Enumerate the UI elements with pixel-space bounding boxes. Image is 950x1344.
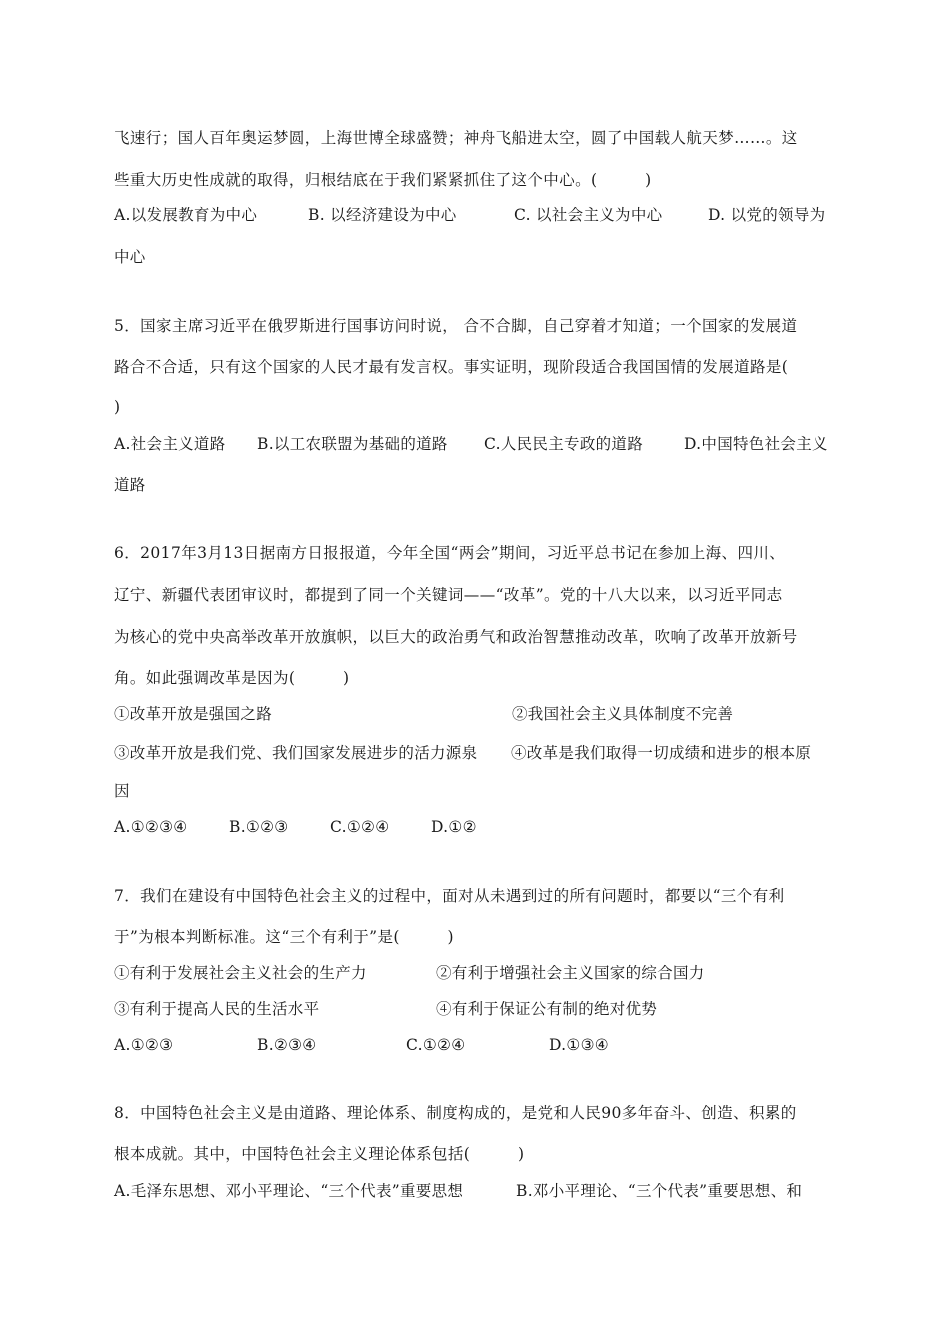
q6-statement-2: ②我国社会主义具体制度不完善 [512,705,734,723]
q8-text-line-1: 8．中国特色社会主义是由道路、理论体系、制度构成的，是党和人民90多年奋斗、创造、积累的 [114,1104,797,1122]
q4-option-d: D. 以党的领导为 [708,206,826,224]
q6-text-line-1: 6．2017年3月13日据南方日报报道，今年全国“两会”期间，习近平总书记在参加上海、四川、 [114,544,786,562]
q6-option-b: B.①②③ [229,818,289,836]
q5-option-c: C.人民民主专政的道路 [484,435,644,453]
q7-statement-3: ③有利于提高人民的生活水平 [114,1000,320,1018]
q7-option-c: C.①②④ [406,1036,466,1054]
q6-statement-3: ③改革开放是我们党、我们国家发展进步的活力源泉 [114,744,478,762]
q8-option-a: A.毛泽东思想、邓小平理论、“三个代表”重要思想 [114,1182,464,1200]
q6-text-line-3: 为核心的党中央高举改革开放旗帜，以巨大的政治勇气和政治智慧推动改革，吹响了改革开放新号 [114,628,798,646]
q6-statement-4-cont: 因 [114,782,130,800]
q4-text-line-1: 飞速行；国人百年奥运梦圆，上海世博全球盛赞；神舟飞船进太空，圆了中国载人航天梦……。这 [114,129,798,147]
q5-text-line-3: ) [114,398,121,416]
q6-statement-1: ①改革开放是强国之路 [114,705,273,723]
q5-text-line-2: 路合不合适，只有这个国家的人民才最有发言权。事实证明，现阶段适合我国国情的发展道路是( [114,358,789,376]
q6-statement-4: ④改革是我们取得一切成绩和进步的根本原 [511,744,812,762]
q7-text-line-1: 7．我们在建设有中国特色社会主义的过程中，面对从未遇到过的所有问题时，都要以“三个有利 [114,887,785,905]
q6-option-a: A.①②③④ [114,818,188,836]
q7-statement-4: ④有利于保证公有制的绝对优势 [436,1000,658,1018]
q6-option-c: C.①②④ [330,818,390,836]
q6-option-d: D.①② [431,818,477,836]
q6-text-line-4: 角。如此强调改革是因为( ) [114,669,350,687]
q7-option-a: A.①②③ [114,1036,174,1054]
q7-text-line-2: 于”为根本判断标准。这“三个有利于”是( ) [114,928,454,946]
q6-text-line-2: 辽宁、新疆代表团审议时，都提到了同一个关键词——“改革”。党的十八大以来，以习近平同志 [114,586,783,604]
q4-option-c: C. 以社会主义为中心 [514,206,663,224]
q8-option-b: B.邓小平理论、“三个代表”重要思想、和 [516,1182,803,1200]
q5-text-line-1: 5．国家主席习近平在俄罗斯进行国事访问时说， 合不合脚，自己穿着才知道；一个国家的发展道 [114,317,798,335]
q5-option-a: A.社会主义道路 [114,435,226,453]
q7-statement-2: ②有利于增强社会主义国家的综合国力 [436,964,705,982]
q7-statement-1: ①有利于发展社会主义社会的生产力 [114,964,367,982]
q4-text-line-2: 些重大历史性成就的取得，归根结底在于我们紧紧抓住了这个中心。( ) [114,171,652,189]
q4-option-b: B. 以经济建设为中心 [308,206,457,224]
q7-option-d: D.①③④ [549,1036,609,1054]
q5-option-d-cont: 道路 [114,476,146,494]
q7-option-b: B.②③④ [257,1036,317,1054]
q5-option-d: D.中国特色社会主义 [684,435,828,453]
q4-option-d-cont: 中心 [114,248,146,266]
q5-option-b: B.以工农联盟为基础的道路 [257,435,448,453]
q4-option-a: A.以发展教育为中心 [114,206,258,224]
q8-text-line-2: 根本成就。其中，中国特色社会主义理论体系包括( ) [114,1145,525,1163]
